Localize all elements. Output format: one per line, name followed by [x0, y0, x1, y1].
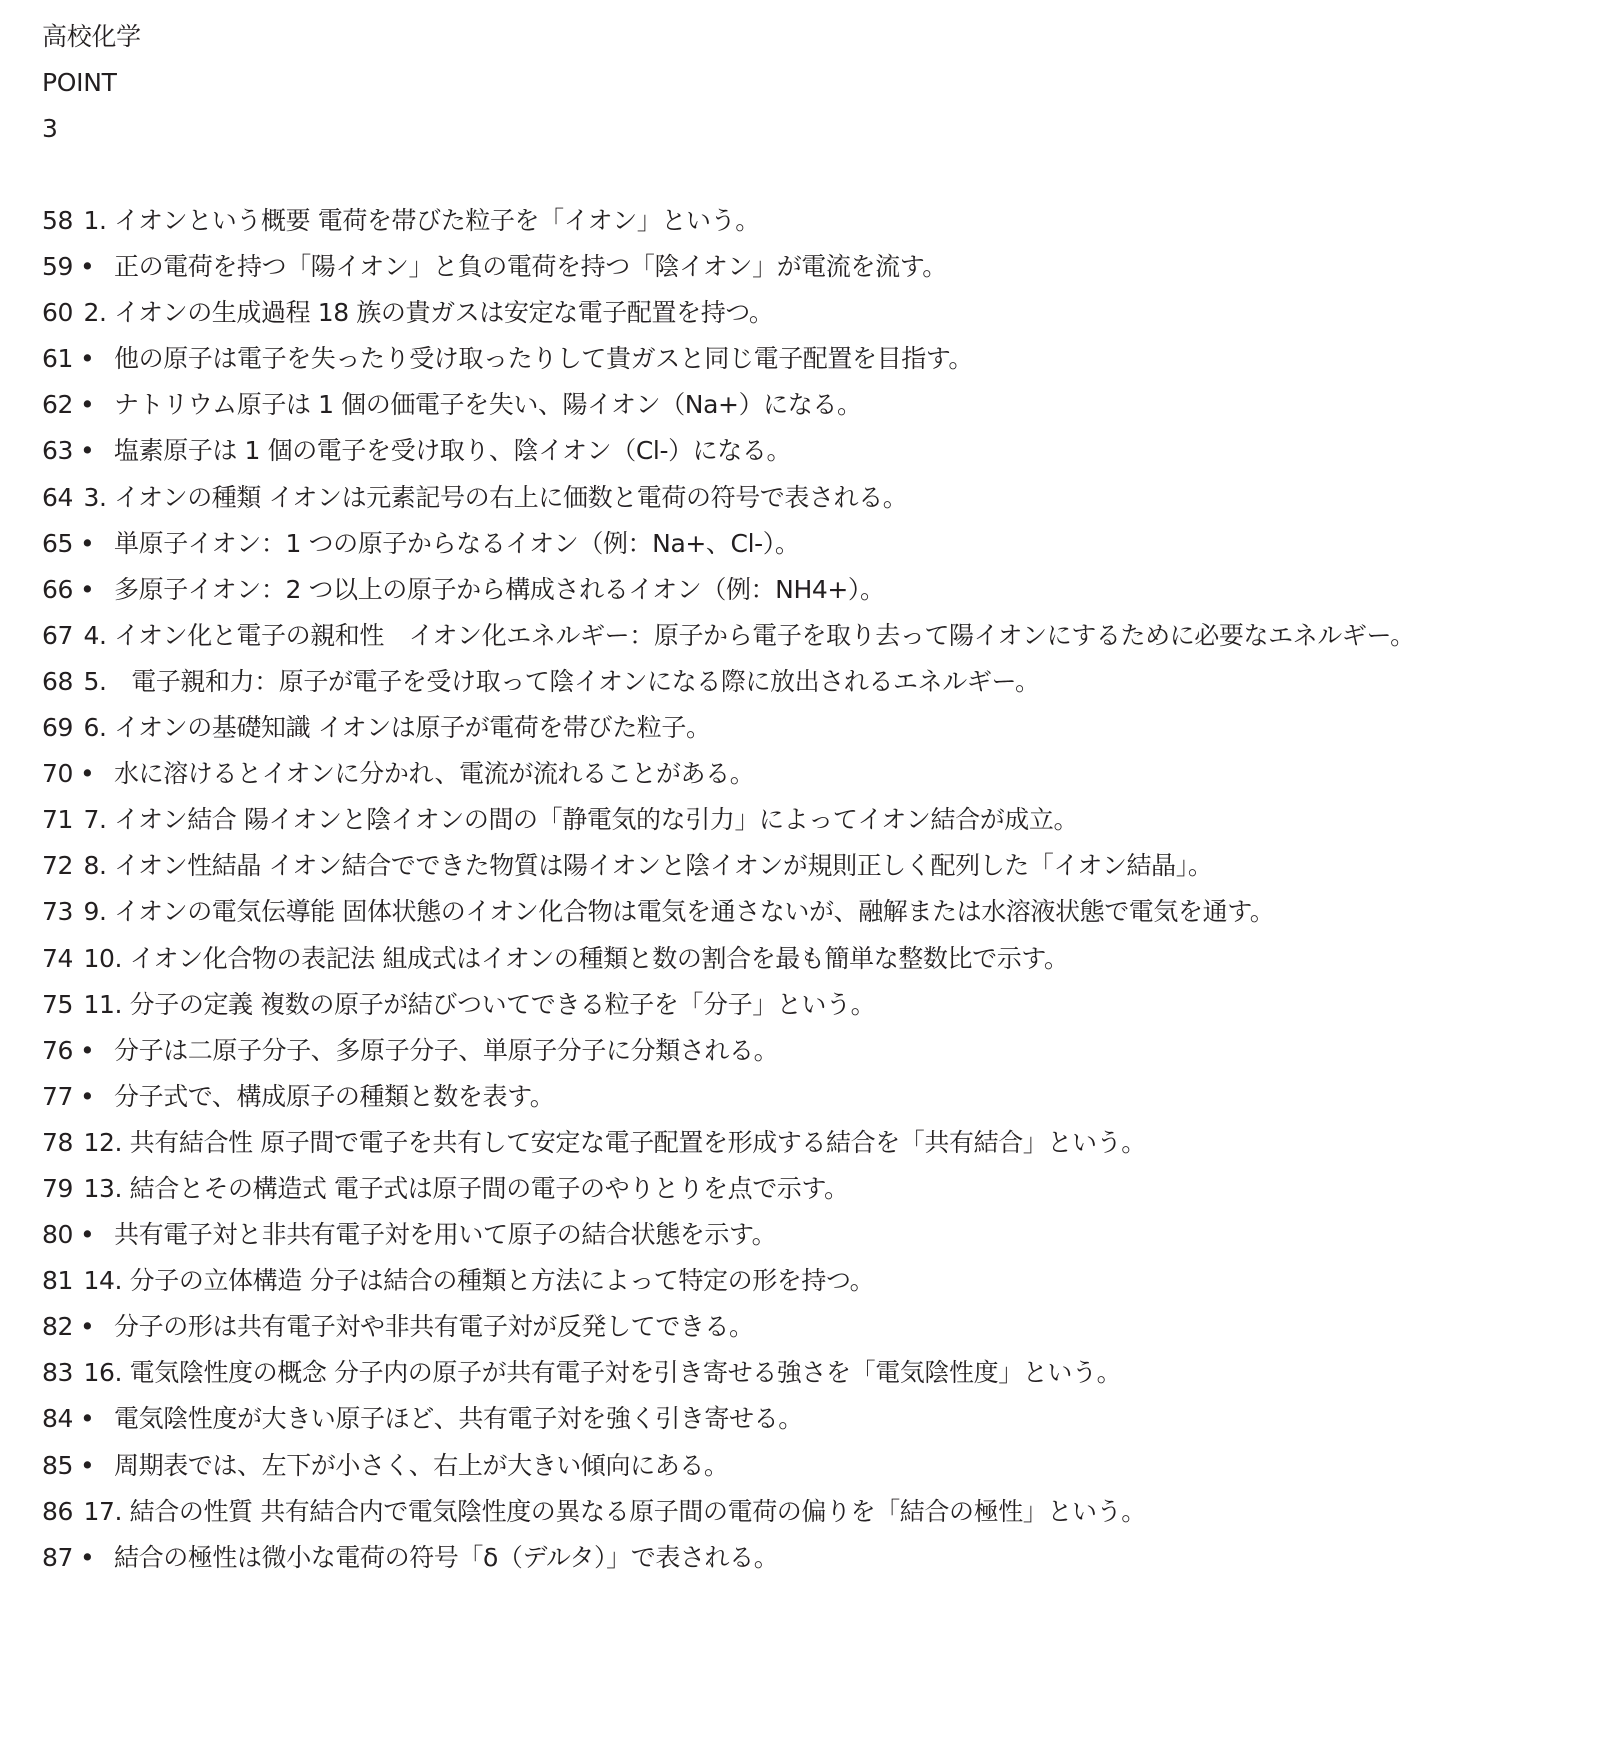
- subject-title: 高校化学: [42, 22, 141, 51]
- line-text: 13. 結合とその構造式 電子式は原子間の電子のやりとりを点で示す。: [83, 1173, 849, 1203]
- line-number: 86: [42, 1496, 74, 1526]
- line-number: 87: [42, 1542, 74, 1572]
- line-number: 77: [42, 1081, 74, 1111]
- line-number: 64: [42, 482, 74, 512]
- line-number: 59: [42, 252, 74, 282]
- line-text: 分子の形は共有電子対や非共有電子対が反発してできる。: [114, 1312, 754, 1342]
- note-line: [42, 1258, 1582, 1304]
- bullet-marker: •: [80, 1312, 95, 1342]
- note-line: [42, 1489, 1582, 1535]
- line-text: 12. 共有結合性 原子間で電子を共有して安定な電子配置を形成する結合を「共有結合」という。: [83, 1127, 1146, 1157]
- line-number: 83: [42, 1358, 74, 1388]
- line-number: 81: [42, 1266, 74, 1296]
- line-number: 78: [42, 1127, 74, 1157]
- note-line: [42, 1443, 1582, 1489]
- line-text: ナトリウム原子は 1 個の価電子を失い、陽イオン（Na+）になる。: [114, 390, 862, 420]
- line-text: 4. イオン化と電子の親和性 イオン化エネルギー：原子から電子を取り去って陽イオンにするために必要なエネルギー。: [83, 620, 1415, 650]
- line-number: 85: [42, 1450, 74, 1480]
- line-text: 8. イオン性結晶 イオン結合でできた物質は陽イオンと陰イオンが規則正しく配列した「イオン結晶」。: [83, 851, 1213, 881]
- line-text: 分子式で、構成原子の種類と数を表す。: [114, 1081, 555, 1111]
- line-text: 正の電荷を持つ「陽イオン」と負の電荷を持つ「陰イオン」が電流を流す。: [114, 252, 947, 282]
- line-text: 11. 分子の定義 複数の原子が結びついてできる粒子を「分子」という。: [83, 989, 876, 1019]
- bullet-marker: •: [80, 436, 95, 466]
- bullet-marker: •: [80, 1081, 95, 1111]
- note-line: [42, 290, 1582, 336]
- line-number: 80: [42, 1220, 74, 1250]
- bullet-marker: •: [80, 252, 95, 282]
- note-line: [42, 244, 1582, 290]
- line-text: 16. 電気陰性度の概念 分子内の原子が共有電子対を引き寄せる強さを「電気陰性度」という。: [83, 1358, 1122, 1388]
- line-number: 66: [42, 574, 74, 604]
- line-number: 58: [42, 206, 74, 235]
- point-label: POINT: [42, 68, 117, 97]
- document-page: [42, 14, 1582, 1581]
- line-text: 分子は二原子分子、多原子分子、単原子分子に分類される。: [114, 1035, 779, 1065]
- line-number: 69: [42, 713, 74, 743]
- line-text: 5. 電子親和力：原子が電子を受け取って陰イオンになる際に放出されるエネルギー。: [83, 666, 1040, 696]
- bullet-marker: •: [80, 1450, 95, 1480]
- line-number: 62: [42, 390, 74, 420]
- header-spacer: [42, 152, 1582, 198]
- line-text: 7. イオン結合 陽イオンと陰イオンの間の「静電気的な引力」によってイオン結合が成立。: [83, 805, 1079, 835]
- line-text: 6. イオンの基礎知識 イオンは原子が電荷を帯びた粒子。: [83, 713, 711, 743]
- bullet-marker: •: [80, 390, 95, 420]
- bullet-marker: •: [80, 1220, 95, 1250]
- line-number: 79: [42, 1173, 74, 1203]
- note-line: [42, 382, 1582, 428]
- note-line: [42, 1396, 1582, 1442]
- line-text: 塩素原子は 1 個の電子を受け取り、陰イオン（Cl-）になる。: [114, 436, 792, 466]
- note-line: [42, 1028, 1582, 1074]
- note-line: [42, 1120, 1582, 1166]
- bullet-marker: •: [80, 344, 95, 374]
- note-line: [42, 936, 1582, 982]
- line-text: 電気陰性度が大きい原子ほど、共有電子対を強く引き寄せる。: [114, 1404, 803, 1434]
- bullet-marker: •: [80, 528, 95, 558]
- note-line: [42, 1350, 1582, 1396]
- note-line: [42, 659, 1582, 705]
- note-line: [42, 705, 1582, 751]
- line-text: 17. 結合の性質 共有結合内で電気陰性度の異なる原子間の電荷の偏りを「結合の極性」という。: [83, 1496, 1146, 1526]
- line-number: 84: [42, 1404, 74, 1434]
- line-text: 10. イオン化合物の表記法 組成式はイオンの種類と数の割合を最も簡単な整数比で示す。: [83, 943, 1069, 973]
- line-number: 68: [42, 666, 74, 696]
- line-number: 71: [42, 805, 74, 835]
- bullet-marker: •: [80, 1542, 95, 1572]
- line-text: 周期表では、左下が小さく、右上が大きい傾向にある。: [114, 1450, 729, 1480]
- bullet-marker: •: [80, 574, 95, 604]
- note-line: [42, 428, 1582, 474]
- note-line: [42, 1304, 1582, 1350]
- note-line: [42, 982, 1582, 1028]
- note-line: [42, 1074, 1582, 1120]
- bullet-marker: •: [80, 1035, 95, 1065]
- line-text: 9. イオンの電気伝導能 固体状態のイオン化合物は電気を通さないが、融解または水溶液状態で電気を通す。: [83, 897, 1275, 927]
- line-number: 73: [42, 897, 74, 927]
- line-number: 75: [42, 989, 74, 1019]
- note-line: [42, 843, 1582, 889]
- line-number: 76: [42, 1035, 74, 1065]
- line-number: 67: [42, 620, 74, 650]
- line-number: 72: [42, 851, 74, 881]
- line-number: 65: [42, 528, 74, 558]
- line-text: 単原子イオン：1 つの原子からなるイオン（例：Na+、Cl-）。: [114, 528, 800, 558]
- bullet-marker: •: [80, 759, 95, 789]
- line-text: 他の原子は電子を失ったり受け取ったりして貴ガスと同じ電子配置を目指す。: [114, 344, 974, 374]
- line-number: 70: [42, 759, 74, 789]
- line-text: 多原子イオン：2 つ以上の原子から構成されるイオン（例：NH4+）。: [114, 574, 885, 604]
- line-text: 共有電子対と非共有電子対を用いて原子の結合状態を示す。: [114, 1220, 777, 1250]
- note-line: [42, 797, 1582, 843]
- note-line: [42, 1535, 1582, 1581]
- line-text: 3. イオンの種類 イオンは元素記号の右上に価数と電荷の符号で表される。: [83, 482, 908, 512]
- note-line: [42, 889, 1582, 935]
- note-line: [42, 613, 1582, 659]
- line-number: 74: [42, 943, 74, 973]
- note-line: [42, 751, 1582, 797]
- line-number: 63: [42, 436, 74, 466]
- line-number: 61: [42, 344, 74, 374]
- line-text: 14. 分子の立体構造 分子は結合の種類と方法によって特定の形を持つ。: [83, 1266, 875, 1296]
- note-line: [42, 521, 1582, 567]
- line-number: 82: [42, 1312, 74, 1342]
- point-number: 3: [42, 114, 58, 143]
- note-line: [42, 336, 1582, 382]
- line-text: 1. イオンという概要 電荷を帯びた粒子を「イオン」という。: [83, 206, 760, 235]
- line-number: 60: [42, 298, 74, 328]
- line-text: 結合の極性は微小な電荷の符号「δ（デルタ）」で表される。: [114, 1542, 779, 1572]
- line-text: 水に溶けるとイオンに分かれ、電流が流れることがある。: [114, 759, 755, 789]
- note-line: [42, 567, 1582, 613]
- bullet-marker: •: [80, 1404, 95, 1434]
- note-line: [42, 198, 1582, 244]
- note-line: [42, 475, 1582, 521]
- line-text: 2. イオンの生成過程 18 族の貴ガスは安定な電子配置を持つ。: [83, 298, 774, 328]
- note-line: [42, 1212, 1582, 1258]
- note-lines: [42, 198, 1582, 1581]
- note-line: [42, 1166, 1582, 1212]
